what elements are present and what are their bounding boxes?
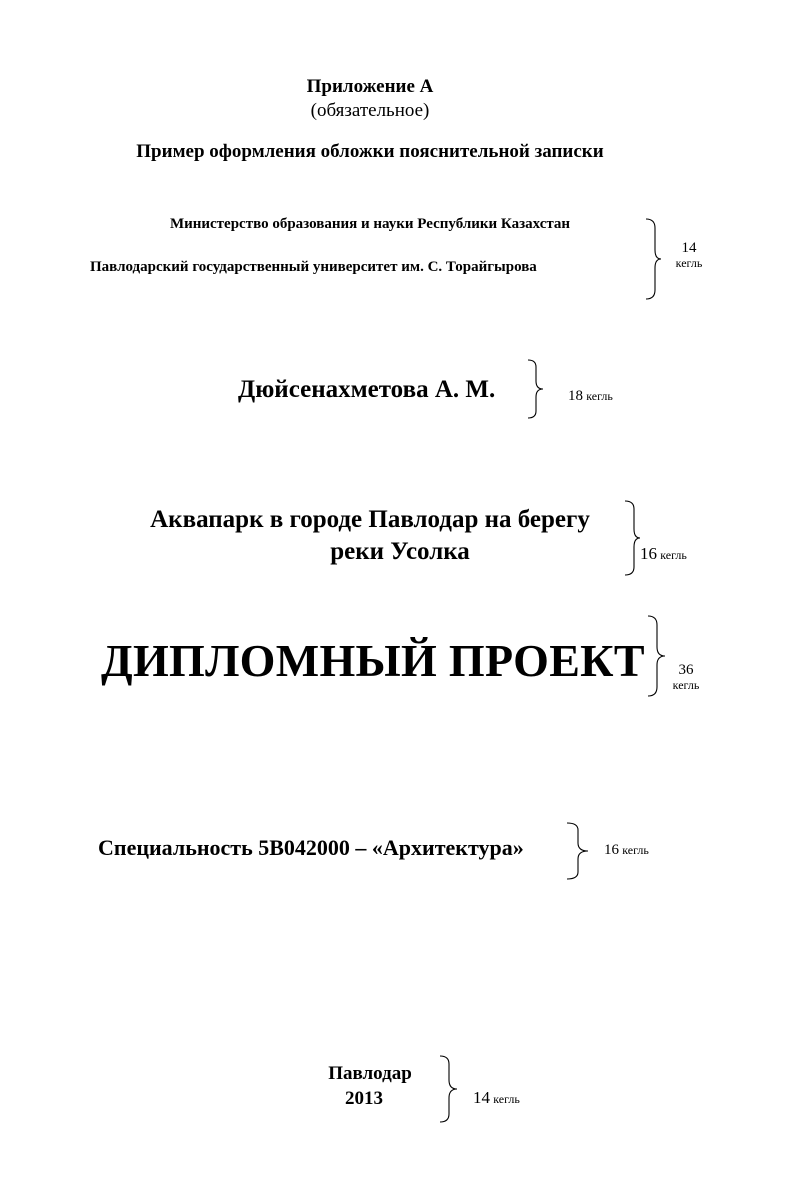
appendix-subtitle: (обязательное) xyxy=(310,100,430,121)
header-size-unit: кегль xyxy=(675,255,703,270)
author-brace-icon xyxy=(528,359,544,419)
footer-size-unit: кегль xyxy=(493,1092,520,1106)
appendix-title: Приложение А xyxy=(306,76,434,97)
specialty-size-number: 16 xyxy=(604,842,619,858)
topic-size-note xyxy=(640,545,687,564)
specialty-line: Специальность 5В042000 – «Архитектура» xyxy=(98,835,524,860)
specialty-brace-icon xyxy=(567,822,589,880)
author-name: Дюйсенахметова А. М. xyxy=(238,376,496,403)
doctype-size-note xyxy=(666,662,706,692)
footer-size-number: 14 xyxy=(473,1088,490,1107)
doctype-brace-icon xyxy=(648,615,666,697)
author-size-number: 18 xyxy=(568,388,583,404)
doctype-size-number: 36 xyxy=(678,662,694,678)
doctype-size-unit: кегль xyxy=(672,677,700,692)
document-type-title: ДИПЛОМНЫЙ ПРОЕКТ xyxy=(101,635,645,686)
city-name: Павлодар xyxy=(328,1063,412,1084)
author-size-note xyxy=(568,388,613,405)
topic-brace-icon xyxy=(625,500,641,576)
topic-line-1: Аквапарк в городе Павлодар на берегу xyxy=(150,506,590,533)
footer-brace-icon xyxy=(440,1055,458,1123)
footer-size-note xyxy=(473,1089,520,1108)
author-size-unit: кегль xyxy=(586,389,613,403)
header-size-number: 14 xyxy=(681,240,697,256)
appendix-heading: Пример оформления обложки пояснительной записки xyxy=(136,141,604,162)
university-line: Павлодарский государственный университет им. С. Торайгырова xyxy=(90,259,537,275)
specialty-size-unit: кегль xyxy=(622,843,649,857)
topic-line-2: реки Усолка xyxy=(330,538,470,565)
specialty-size-note xyxy=(604,842,649,859)
topic-size-number: 16 xyxy=(640,544,657,563)
header-brace-icon xyxy=(646,218,662,300)
year: 2013 xyxy=(345,1088,383,1109)
topic-size-unit: кегль xyxy=(660,548,687,562)
ministry-line: Министерство образования и науки Республики Казахстан xyxy=(169,216,571,232)
header-size-note xyxy=(664,240,714,270)
